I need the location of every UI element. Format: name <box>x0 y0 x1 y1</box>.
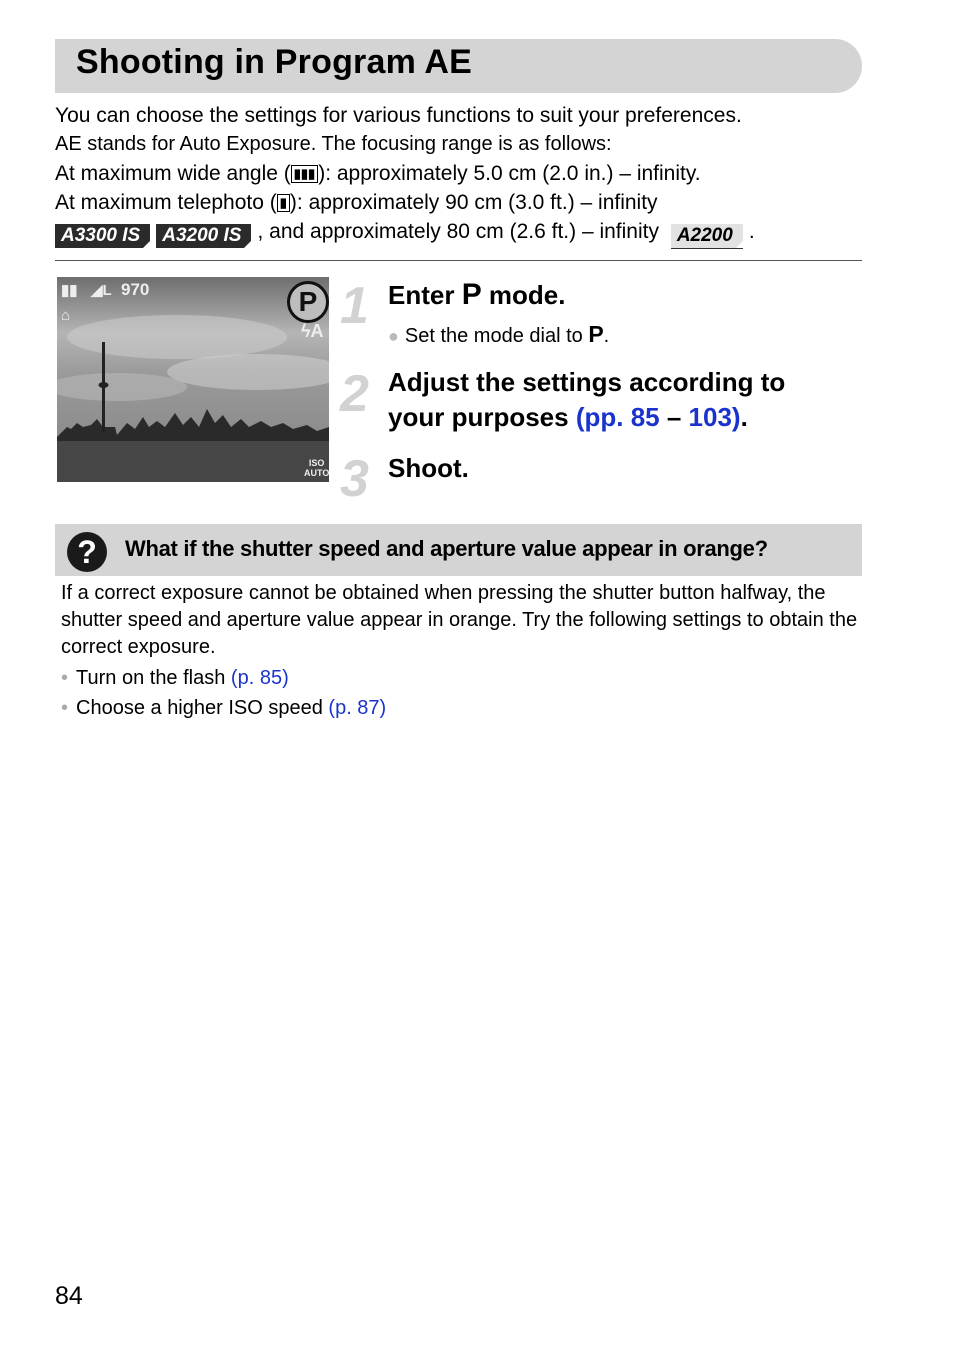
bullet-circle-icon: ● <box>388 326 399 346</box>
page-number: 84 <box>55 1282 83 1310</box>
program-mode-icon: P <box>287 281 329 323</box>
step-2-title: Adjust the settings according to your purposes (pp. 85 – 103). <box>388 367 786 432</box>
qa-paragraph: If a correct exposure cannot be obtained when pressing the shutter button halfway, the shutter speed and aperture value appear in orange. Try the following settings to obtain the correct exposure. <box>61 582 858 658</box>
step-1-instruction: ● Set the mode dial to P. <box>388 321 610 347</box>
intro-line-5: A3300 IS A3200 IS , and approximately 80 cm (2.6 ft.) – infinity A2200 . <box>55 217 755 249</box>
step-number-2: 2 <box>340 365 369 423</box>
qa-body <box>61 580 861 722</box>
bullet-icon: • <box>61 697 69 719</box>
iso-auto-icon: ISO AUTO <box>304 458 329 478</box>
page-link-p85[interactable]: (p. 85) <box>230 667 289 689</box>
program-mode-glyph: P <box>461 278 482 311</box>
flash-auto-icon: ϟA <box>301 321 324 341</box>
qa-title: What if the shutter speed and aperture value appear in orange? <box>125 536 768 561</box>
wide-angle-icon: ▮▮▮ <box>291 165 318 183</box>
section-title-bar <box>55 39 862 93</box>
model-badge-a2200: A2200 <box>671 224 743 249</box>
step-number-1: 1 <box>340 277 369 335</box>
image-size-icon: ◢L <box>91 282 112 299</box>
bullet-icon: • <box>61 667 69 689</box>
shots-remaining: 970 <box>121 280 150 299</box>
list-item: • Turn on the flash (p. 85) <box>61 667 289 689</box>
step-1-title: Enter P mode. <box>388 278 566 311</box>
page-link-p87[interactable]: (p. 87) <box>328 697 387 719</box>
page-link-103[interactable]: 103) <box>688 402 741 432</box>
question-icon: ? <box>67 532 107 572</box>
intro-line-4: At maximum telephoto ( ▮ ): approximately 90 cm (3.0 ft.) – infinity <box>55 191 658 214</box>
intro-line-3: At maximum wide angle ( ▮▮▮ ): approximately 5.0 cm (2.0 in.) – infinity. <box>55 162 701 185</box>
step-3-title: Shoot. <box>388 453 469 483</box>
model-badge-a3200: A3200 IS <box>156 224 251 248</box>
divider <box>55 260 862 261</box>
step-number-3: 3 <box>340 450 369 508</box>
battery-icon: ▮▮ <box>61 282 78 299</box>
intro-line-2: AE stands for Auto Exposure. The focusing range is as follows: <box>55 133 612 155</box>
list-item: • Choose a higher ISO speed (p. 87) <box>61 697 387 719</box>
stabilizer-icon: ⌂ <box>61 307 71 324</box>
intro-line-1: You can choose the settings for various functions to suit your preferences. <box>55 104 742 127</box>
page-title: Shooting in Program AE <box>76 43 473 81</box>
qa-header-bar <box>55 524 862 576</box>
program-mode-glyph-small: P <box>588 321 604 347</box>
telephoto-icon: ▮ <box>277 194 290 212</box>
page-link-85[interactable]: (pp. 85 <box>575 402 660 432</box>
model-badge-a3300: A3300 IS <box>55 224 150 248</box>
camera-screen-image <box>57 277 329 482</box>
